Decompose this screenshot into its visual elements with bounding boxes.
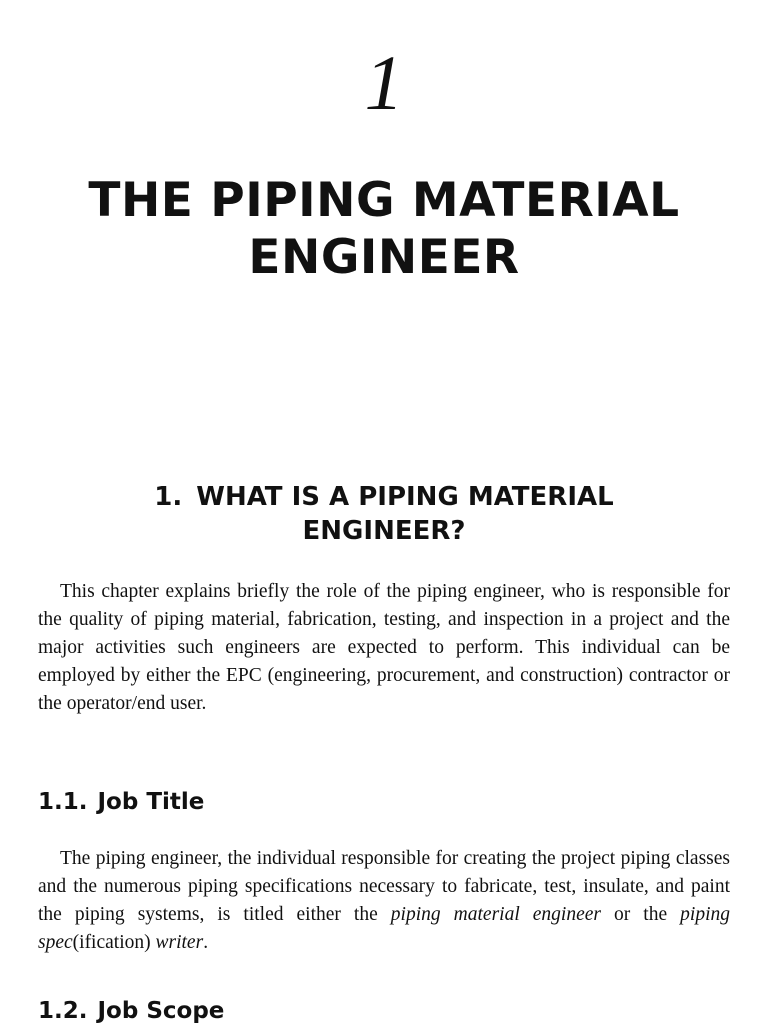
chapter-number: 1 <box>364 39 404 126</box>
paragraph-text: . <box>203 932 209 953</box>
term-writer: writer <box>155 932 204 953</box>
subsection-job-title-heading <box>38 787 204 817</box>
intro-paragraph: This chapter explains briefly the role of the piping engineer, who is responsible for the quality of piping material, fabrication, testing, and inspection in a project and the major activities such engineers are expected to perform. This individual can be employed by either the EPC (engineering, procurement, and construction) contractor or the operator/end user. <box>38 581 730 714</box>
paragraph-text: The piping engineer, the individual responsible for creating the project piping classes and the numerous piping specifications necessary to fabricate, test, insulate, and paint the piping systems, is titled either the <box>38 848 730 925</box>
paragraph-text: or the <box>601 904 681 925</box>
term-piping-spec: piping spec <box>38 904 730 953</box>
chapter-title-line-2: ENGINEER <box>248 230 520 285</box>
subsection-job-scope-heading <box>38 996 224 1026</box>
subsection-number: 1.1. <box>38 789 88 815</box>
section-title-line-1: WHAT IS A PIPING MATERIAL <box>196 482 614 512</box>
job-title-paragraph <box>38 845 730 957</box>
subsection-number: 1.2. <box>38 998 88 1024</box>
subsection-title: Job Title <box>97 789 205 815</box>
section-title-line-2: ENGINEER? <box>302 516 466 546</box>
section-number: 1. <box>154 482 183 512</box>
section-heading <box>0 480 768 548</box>
chapter-title <box>0 172 768 286</box>
paragraph-text: (ification) <box>72 932 156 953</box>
subsection-title: Job Scope <box>97 998 225 1024</box>
chapter-title-line-1: THE PIPING MATERIAL <box>88 173 680 228</box>
term-piping-material-engineer: piping material engineer <box>390 904 601 925</box>
